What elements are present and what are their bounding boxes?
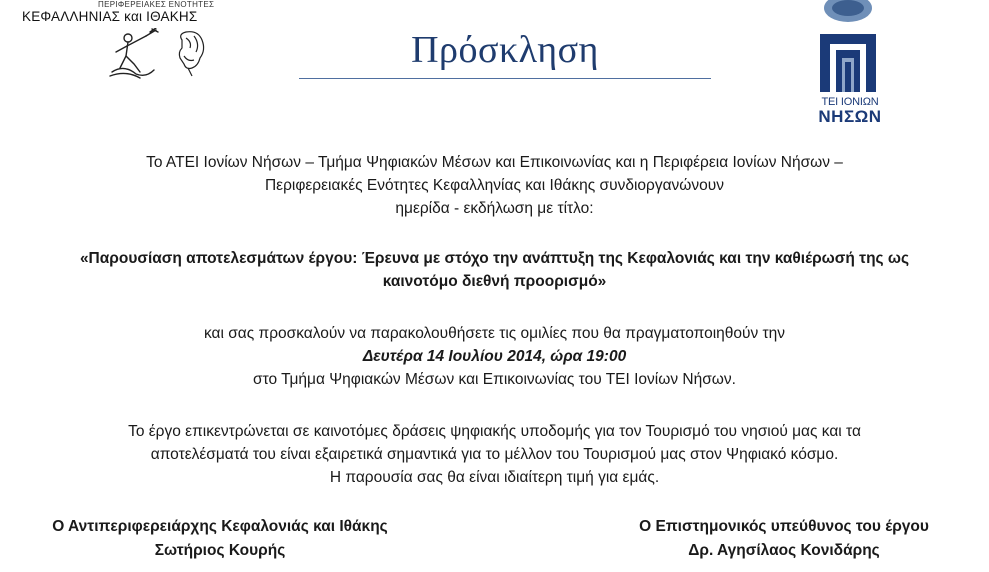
signature-right <box>584 515 984 563</box>
page-title: Πρόσκληση <box>411 29 599 71</box>
intro-paragraph <box>0 151 989 220</box>
invitation-paragraph <box>0 322 989 391</box>
invitation-location: στο Τμήμα Ψηφιακών Μέσων και Επικοινωνίας του ΤΕΙ Ιονίων Νήσων. <box>253 371 736 388</box>
signature-role: Ο Αντιπεριφερειάρχης Κεφαλονιάς και Ιθάκης <box>52 518 388 535</box>
intro-line: ημερίδα - εκδήλωση με τίτλο: <box>395 200 594 217</box>
event-title-line: «Παρουσίαση αποτελεσμάτων έργου: Έρευνα με στόχο την ανάπτυξη της Κεφαλονιάς και την καθιέρωσή της ως <box>79 250 910 267</box>
project-paragraph <box>0 420 989 489</box>
project-line: Το έργο επικεντρώνεται σε καινοτόμες δράσεις ψηφιακής υποδομής για τον Τουρισμό του νησιού μας και τα <box>128 423 861 440</box>
signature-role: Ο Επιστημονικός υπεύθυνος του έργου <box>639 518 929 535</box>
title-underline <box>299 78 711 79</box>
tei-logo-line1: ΤΕΙ ΙΟΝΙΩΝ <box>821 96 879 108</box>
intro-line: Περιφερειακές Ενότητες Κεφαλληνίας και Ιθάκης συνδιοργανώνουν <box>264 177 724 194</box>
project-line: Η παρουσία σας θα είναι ιδιαίτερη τιμή για εμάς. <box>329 469 660 486</box>
mythological-figures-icon <box>106 28 216 80</box>
event-datetime: Δευτέρα 14 Ιουλίου 2014, ώρα 19:00 <box>362 348 627 365</box>
signature-left <box>20 515 420 563</box>
invitation-line: και σας προσκαλούν να παρακολουθήσετε τις ομιλίες που θα πραγματοποιηθούν την <box>203 325 786 342</box>
event-title <box>0 247 989 293</box>
intro-line: Το ΑΤΕΙ Ιονίων Νήσων – Τμήμα Ψηφιακών Μέσων και Επικοινωνίας και η Περιφέρεια Ιονίων Νήσων – <box>146 154 843 171</box>
signature-name: Δρ. Αγησίλαος Κονιδάρης <box>688 542 880 559</box>
tei-ionian-islands-logo <box>812 0 888 135</box>
project-line: αποτελέσματά του είναι εξαιρετικά σημαντικά για το μέλλον του Τουρισμού μας στον Ψηφιακό κόσμο. <box>150 446 839 463</box>
tei-emblem-icon <box>812 0 888 96</box>
regional-units-logo <box>22 0 215 80</box>
signature-name: Σωτήριος Κουρής <box>154 542 286 559</box>
tei-logo-line2: ΝΗΣΩΝ <box>818 107 882 126</box>
event-title-line: καινοτόμο διεθνή προορισμό» <box>382 273 607 290</box>
logo-subtitle: ΠΕΡΙΦΕΡΕΙΑΚΕΣ ΕΝΟΤΗΤΕΣ <box>98 0 215 9</box>
logo-title: ΚΕΦΑΛΛΗΝΙΑΣ και ΙΘΑΚΗΣ <box>22 9 198 24</box>
